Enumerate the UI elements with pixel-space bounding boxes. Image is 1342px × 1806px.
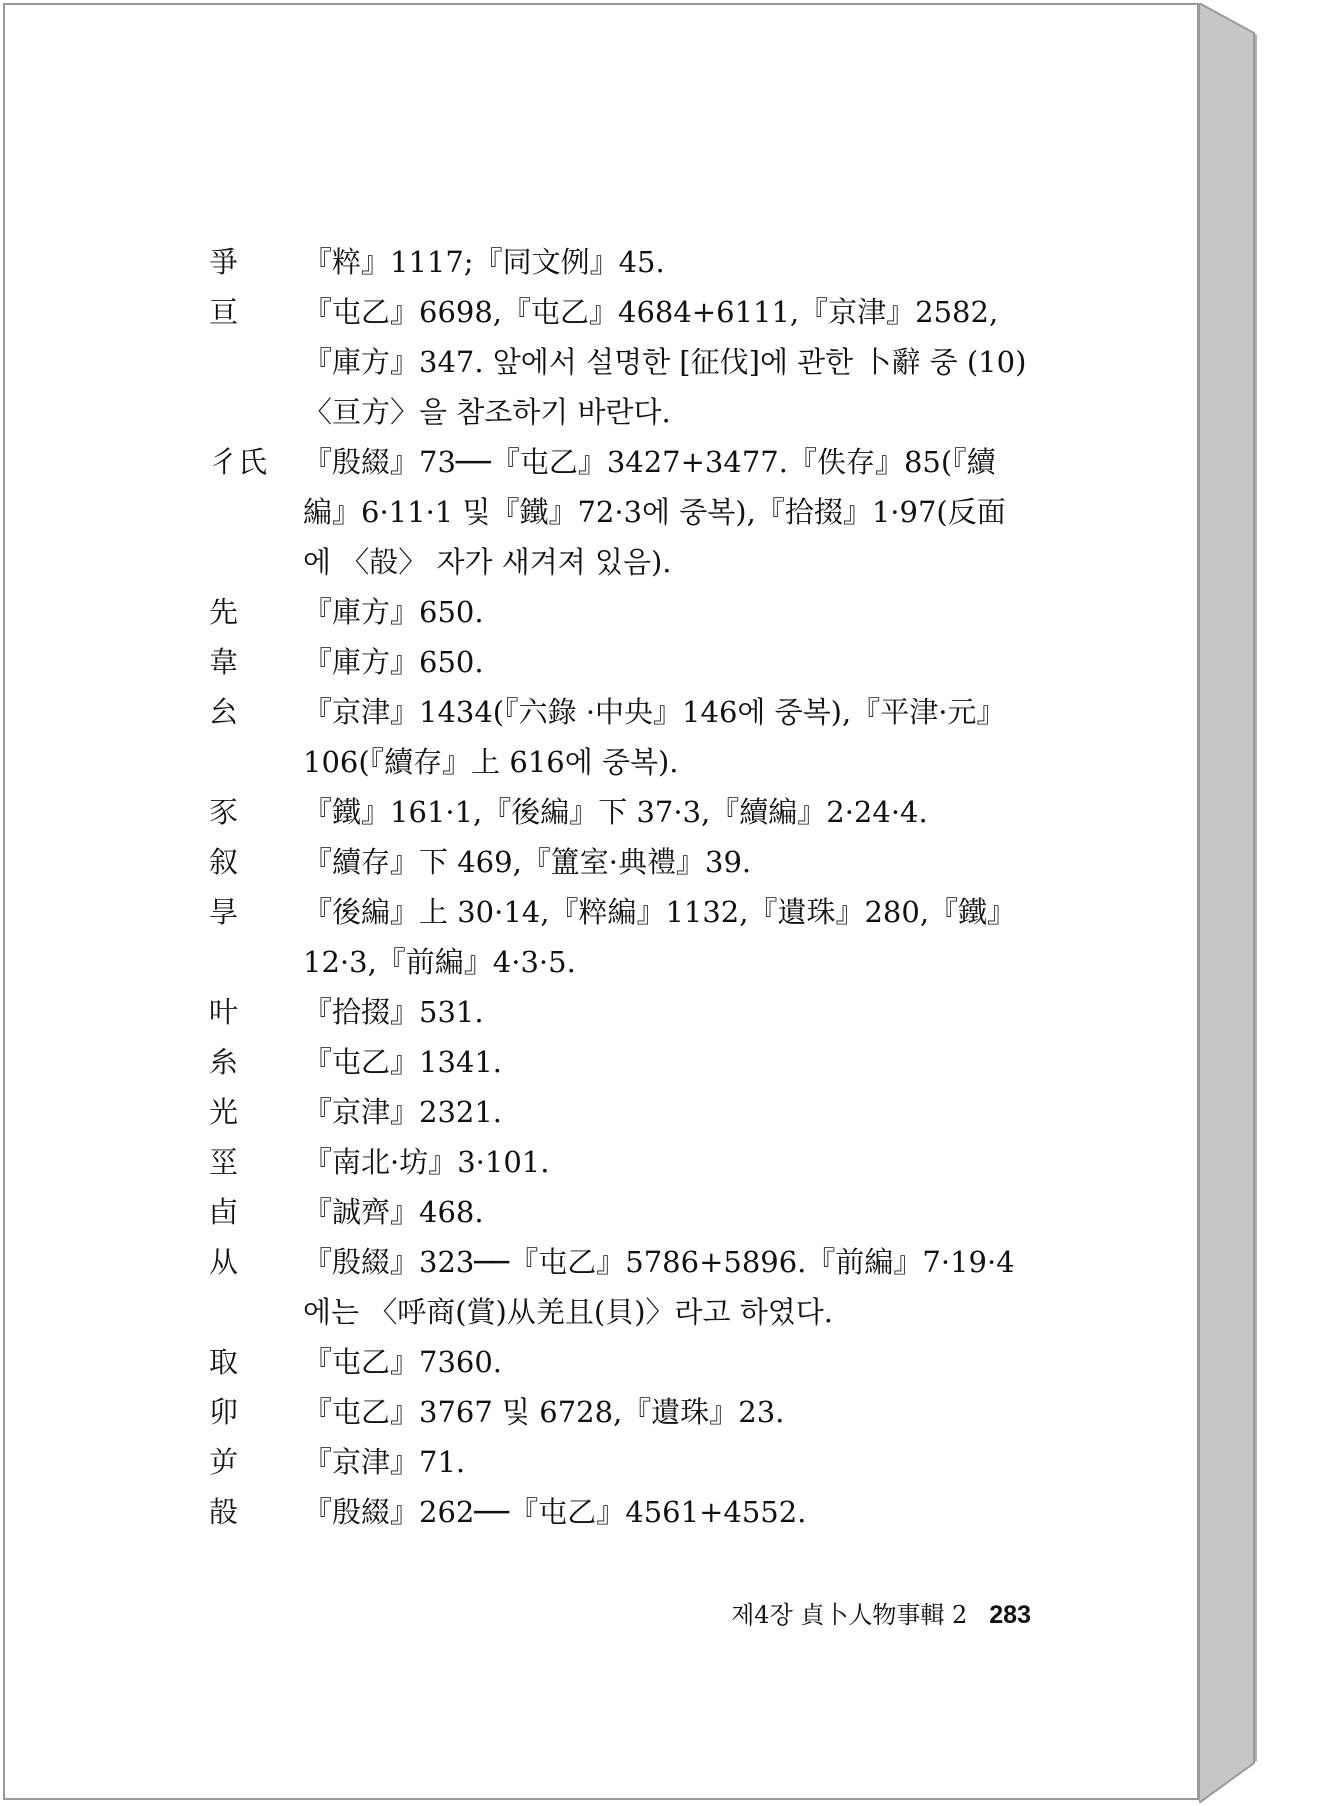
entry-head-character: 㕕 bbox=[209, 695, 239, 729]
entry-citations: 『南北·坊』3·101. bbox=[303, 1145, 550, 1179]
entry-head-character: 叶 bbox=[209, 995, 239, 1029]
entry-citations: 『後編』上 30·14,『粹編』1132,『遺珠』280,『鐵』12·3,『前編』4·3·5. bbox=[303, 895, 1017, 979]
entry-head-character: 取 bbox=[209, 1345, 239, 1379]
entry-citations: 『屯乙』7360. bbox=[303, 1345, 503, 1379]
entry-row bbox=[5, 237, 1031, 287]
entry-head-character: 豕 bbox=[209, 795, 239, 829]
entry-head-character: 亘 bbox=[209, 295, 239, 329]
entry-head-character: 从 bbox=[209, 1245, 239, 1279]
entry-head-character: 韋 bbox=[209, 645, 239, 679]
entry-row bbox=[5, 287, 1031, 437]
entry-citations: 『屯乙』3767 및 6728,『遺珠』23. bbox=[303, 1395, 785, 1429]
entry-head-character: 先 bbox=[209, 595, 239, 629]
entry-head-character: 㫗 bbox=[209, 895, 239, 929]
entry-row bbox=[5, 1087, 1031, 1137]
entry-row bbox=[5, 787, 1031, 837]
entry-citations: 『屯乙』6698,『屯乙』4684+6111,『京津』2582,『庫方』347. 앞에서 설명한 [征伐]에 관한 卜辭 중 (10) 〈亘方〉을 참조하기 바란다. bbox=[303, 295, 1027, 429]
running-footer bbox=[5, 1595, 1031, 1630]
entry-citations: 『庫方』650. bbox=[303, 645, 484, 679]
book-page bbox=[3, 3, 1199, 1800]
entry-head-character: 爭 bbox=[209, 245, 239, 279]
entry-citations: 『京津』1434(『六錄 ·中央』146에 중복),『平津·元』106(『續存』上 616에 중복). bbox=[303, 695, 1006, 779]
entry-citations: 『京津』71. bbox=[303, 1445, 466, 1479]
entry-head-character: 糸 bbox=[209, 1045, 239, 1079]
entry-head-character: 卣 bbox=[209, 1195, 239, 1229]
entry-row bbox=[5, 687, 1031, 787]
entry-citations: 『粹』1117;『同文例』45. bbox=[303, 245, 665, 279]
entry-row bbox=[5, 1037, 1031, 1087]
entry-head-character: 光 bbox=[209, 1095, 239, 1129]
entry-row bbox=[5, 1487, 1031, 1537]
entry-head-character: 卯 bbox=[209, 1395, 239, 1429]
entry-row bbox=[5, 1137, 1031, 1187]
page-number: 283 bbox=[989, 1601, 1031, 1629]
entry-citations: 『屯乙』1341. bbox=[303, 1045, 503, 1079]
entry-row bbox=[5, 987, 1031, 1037]
entry-row bbox=[5, 587, 1031, 637]
entry-citations: 『鐵』161·1,『後編』下 37·3,『續編』2·24·4. bbox=[303, 795, 928, 829]
chapter-title: 제4장 貞卜人物事輯 2 bbox=[731, 1601, 968, 1629]
entry-citations: 『京津』2321. bbox=[303, 1095, 503, 1129]
entry-citations: 『續存』下 469,『簠室·典禮』39. bbox=[303, 845, 752, 879]
entry-citations: 『庫方』650. bbox=[303, 595, 484, 629]
entry-row bbox=[5, 1437, 1031, 1487]
entry-row bbox=[5, 837, 1031, 887]
entry-row bbox=[5, 1337, 1031, 1387]
entry-head-character: 坙 bbox=[209, 1145, 239, 1179]
entry-row bbox=[5, 637, 1031, 687]
book-spine bbox=[1199, 3, 1339, 1803]
entry-citations: 『殷綴』323──『屯乙』5786+5896.『前編』7·19·4에는 〈呼商(賞)从羌且(貝)〉라고 하였다. bbox=[303, 1245, 1015, 1329]
entry-list bbox=[5, 237, 1201, 1537]
entry-row bbox=[5, 1237, 1031, 1337]
entry-citations: 『誠齊』468. bbox=[303, 1195, 484, 1229]
entry-citations: 『殷綴』262──『屯乙』4561+4552. bbox=[303, 1495, 807, 1529]
entry-citations: 『殷綴』73──『屯乙』3427+3477.『佚存』85(『續編』6·11·1 및『鐵』72·3에 중복),『拾掇』1·97(反面에 〈㱿〉 자가 새겨져 있음). bbox=[303, 445, 1006, 579]
entry-head-character: 彳氏 bbox=[209, 445, 268, 479]
entry-row bbox=[5, 887, 1031, 987]
entry-citations: 『拾掇』531. bbox=[303, 995, 484, 1029]
entry-head-character: 屰 bbox=[209, 1445, 239, 1479]
entry-head-character: 叙 bbox=[209, 845, 239, 879]
entry-row bbox=[5, 437, 1031, 587]
entry-head-character: 㱿 bbox=[209, 1495, 239, 1529]
entry-row bbox=[5, 1187, 1031, 1237]
entry-row bbox=[5, 1387, 1031, 1437]
